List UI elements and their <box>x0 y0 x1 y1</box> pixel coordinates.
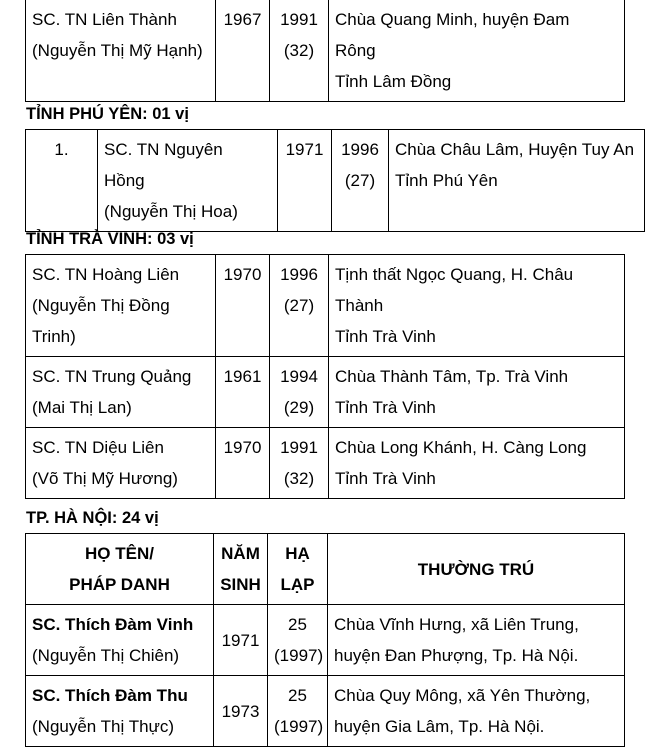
column-header-name: HỌ TÊN/ PHÁP DANH <box>26 534 214 605</box>
name-cell <box>26 605 214 676</box>
ordination-cell: 1994 (29) <box>270 357 329 428</box>
header-row <box>26 534 625 605</box>
ordination-cell: 25 (1997) <box>268 605 328 676</box>
table-row <box>26 357 625 428</box>
name-cell <box>26 676 214 747</box>
birth-year-cell: 1971 <box>214 605 268 676</box>
dharma-name: SC. TN Liên Thành <box>32 10 177 29</box>
table-lamdong-continued <box>25 0 625 102</box>
table-hanoi <box>25 533 625 747</box>
table-phuyen <box>25 129 645 232</box>
name-cell: SC. TN Hoàng Liên (Nguyễn Thị Đồng Trinh) <box>26 255 216 357</box>
section-heading-travinh: TỈNH TRÀ VINH: 03 vị <box>26 230 194 248</box>
column-header-residence: THƯỜNG TRÚ <box>328 534 625 605</box>
birth-year-cell: 1971 <box>278 130 332 232</box>
address-cell: Chùa Quy Mông, xã Yên Thường, huyện Gia Lâm, Tp. Hà Nội. <box>328 676 625 747</box>
birth-year-cell: 1967 <box>216 0 270 102</box>
dharma-name: SC. Thích Đàm Thu <box>32 686 188 705</box>
ordination-cell: 1991 (32) <box>270 428 329 499</box>
ordination-cell: 1996 (27) <box>270 255 329 357</box>
birth-year-cell: 1970 <box>216 428 270 499</box>
table-row <box>26 605 625 676</box>
birth-year-cell: 1961 <box>216 357 270 428</box>
lay-name: (Nguyễn Thị Chiên) <box>32 646 180 665</box>
column-header-born: NĂM SINH <box>214 534 268 605</box>
name-cell: SC. TN Diệu Liên (Võ Thị Mỹ Hương) <box>26 428 216 499</box>
birth-year-cell: 1970 <box>216 255 270 357</box>
ordination-cell: 1991 (32) <box>270 0 329 102</box>
birth-year-cell: 1973 <box>214 676 268 747</box>
address-cell: Chùa Châu Lâm, Huyện Tuy An Tỉnh Phú Yên <box>389 130 645 232</box>
table-row <box>26 130 645 232</box>
table-row <box>26 0 625 102</box>
name-cell <box>26 0 216 102</box>
name-cell: SC. TN Nguyên Hồng (Nguyễn Thị Hoa) <box>98 130 278 232</box>
table-travinh <box>25 254 625 499</box>
address-cell: Tịnh thất Ngọc Quang, H. Châu Thành Tỉnh Trà Vinh <box>329 255 625 357</box>
address-cell: Chùa Quang Minh, huyện Đam Rông Tỉnh Lâm Đồng <box>329 0 625 102</box>
address-cell: Chùa Thành Tâm, Tp. Trà Vinh Tỉnh Trà Vinh <box>329 357 625 428</box>
ordination-cell: 1996 (27) <box>332 130 389 232</box>
table-row <box>26 428 625 499</box>
index-cell: 1. <box>26 130 98 232</box>
address-cell: Chùa Vĩnh Hưng, xã Liên Trung, huyện Đan Phượng, Tp. Hà Nội. <box>328 605 625 676</box>
ordination-cell: 25 (1997) <box>268 676 328 747</box>
lay-name: (Nguyễn Thị Mỹ Hạnh) <box>32 41 203 60</box>
lay-name: (Nguyễn Thị Thực) <box>32 717 175 736</box>
column-header-ordination: HẠ LẠP <box>268 534 328 605</box>
dharma-name: SC. Thích Đàm Vinh <box>32 615 194 634</box>
name-cell: SC. TN Trung Quảng (Mai Thị Lan) <box>26 357 216 428</box>
address-cell: Chùa Long Khánh, H. Càng Long Tỉnh Trà Vinh <box>329 428 625 499</box>
table-row <box>26 255 625 357</box>
section-heading-phuyen: TỈNH PHÚ YÊN: 01 vị <box>26 105 189 123</box>
table-row <box>26 676 625 747</box>
section-heading-hanoi: TP. HÀ NỘI: 24 vị <box>26 509 159 527</box>
